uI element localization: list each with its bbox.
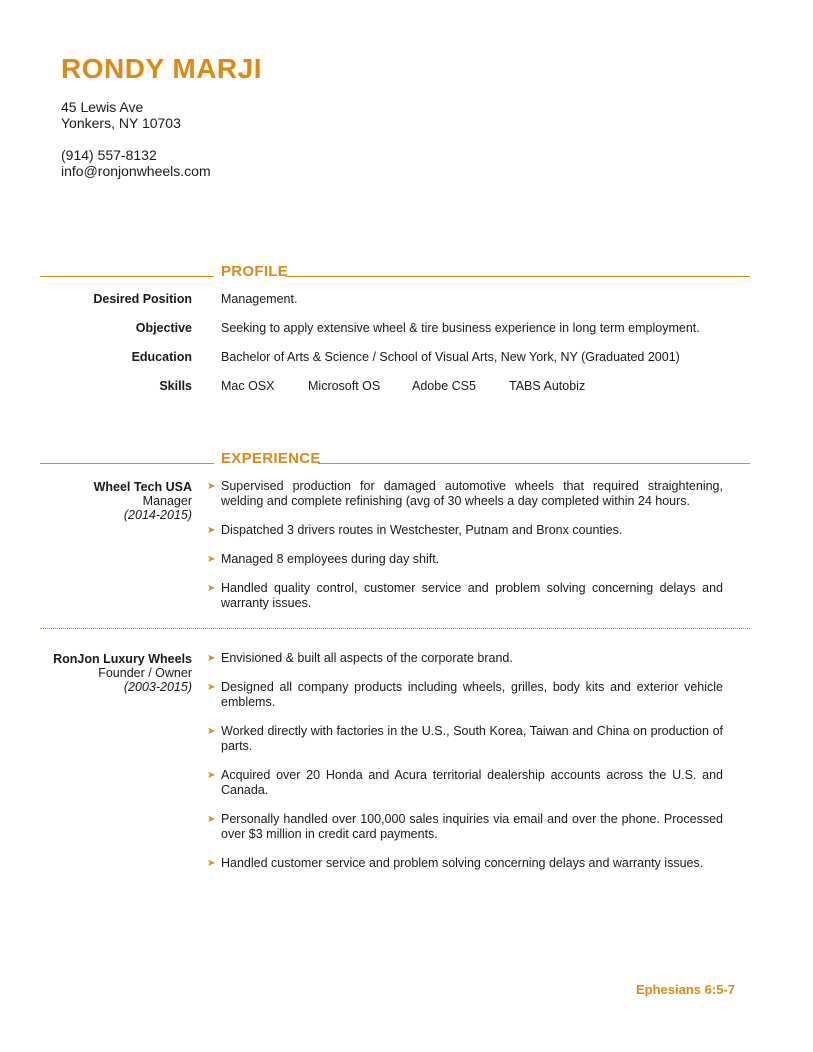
section-title-experience: EXPERIENCE bbox=[221, 450, 321, 467]
arrow-bullet-icon: ➤ bbox=[207, 726, 216, 737]
list-item: ➤ Dispatched 3 drivers routes in Westchester, Putnam and Bronx counties. bbox=[207, 523, 623, 537]
divider bbox=[318, 463, 750, 464]
profile-value-desired-position: Management. bbox=[221, 292, 298, 306]
arrow-bullet-icon: ➤ bbox=[207, 770, 216, 781]
divider bbox=[40, 463, 214, 464]
experience-section-header bbox=[40, 445, 750, 465]
list-item: ➤ Supervised production for damaged automotive wheels that required straightening, welding and complete refinishing (avg of 30 wheels a day completed within 24 hours. bbox=[207, 479, 723, 508]
job-bullets-wheel-tech bbox=[207, 479, 723, 625]
profile-section-header bbox=[40, 258, 750, 278]
profile-label-skills: Skills bbox=[159, 379, 192, 393]
list-item: ➤ Managed 8 employees during day shift. bbox=[207, 552, 440, 566]
contact-details bbox=[61, 147, 211, 179]
phone: (914) 557-8132 bbox=[61, 147, 157, 163]
section-title-profile: PROFILE bbox=[221, 263, 289, 280]
arrow-bullet-icon: ➤ bbox=[207, 653, 216, 664]
company-name: Wheel Tech USA bbox=[93, 480, 192, 494]
arrow-bullet-icon: ➤ bbox=[207, 814, 216, 825]
profile-value-objective: Seeking to apply extensive wheel & tire business experience in long term employment. bbox=[221, 321, 700, 335]
divider bbox=[286, 276, 750, 277]
list-item: ➤ Acquired over 20 Honda and Acura territorial dealership accounts across the U.S. and Canada. bbox=[207, 768, 723, 797]
skill-item: Mac OSX bbox=[221, 379, 275, 393]
divider bbox=[40, 276, 214, 277]
skill-item: Microsoft OS bbox=[308, 379, 381, 393]
resume-name: RONDY MARJI bbox=[61, 53, 263, 84]
email: info@ronjonwheels.com bbox=[61, 163, 211, 179]
list-item: ➤ Worked directly with factories in the U.S., South Korea, Taiwan and China on production of parts. bbox=[207, 724, 723, 753]
job-role: Manager bbox=[142, 494, 192, 508]
profile-label-education: Education bbox=[131, 350, 192, 364]
arrow-bullet-icon: ➤ bbox=[207, 682, 216, 693]
job-bullets-ronjon bbox=[207, 651, 723, 885]
job-meta-ronjon bbox=[53, 652, 192, 694]
list-item: ➤ Handled customer service and problem solving concerning delays and warranty issues. bbox=[207, 856, 704, 870]
arrow-bullet-icon: ➤ bbox=[207, 583, 216, 594]
arrow-bullet-icon: ➤ bbox=[207, 481, 216, 492]
footer-verse: Ephesians 6:5-7 bbox=[636, 982, 735, 997]
job-separator bbox=[40, 628, 750, 629]
job-years: (2014-2015) bbox=[123, 508, 192, 522]
address-line-1: 45 Lewis Ave bbox=[61, 99, 144, 115]
list-item: ➤ Envisioned & built all aspects of the corporate brand. bbox=[207, 651, 513, 665]
job-role: Founder / Owner bbox=[98, 666, 192, 680]
skill-item: TABS Autobiz bbox=[509, 379, 586, 393]
profile-value-education: Bachelor of Arts & Science / School of Visual Arts, New York, NY (Graduated 2001) bbox=[221, 350, 680, 364]
profile-label-objective: Objective bbox=[135, 321, 192, 335]
address-line-2: Yonkers, NY 10703 bbox=[61, 115, 181, 131]
contact-address bbox=[61, 99, 181, 131]
arrow-bullet-icon: ➤ bbox=[207, 554, 216, 565]
list-item: ➤ Designed all company products including wheels, grilles, body kits and exterior vehicle emblems. bbox=[207, 680, 723, 709]
company-name: RonJon Luxury Wheels bbox=[53, 652, 192, 666]
profile-label-desired-position: Desired Position bbox=[93, 292, 192, 306]
skill-item: Adobe CS5 bbox=[412, 379, 476, 393]
list-item: ➤ Personally handled over 100,000 sales inquiries via email and over the phone. Processed over $3 million in credit card payments. bbox=[207, 812, 723, 841]
arrow-bullet-icon: ➤ bbox=[207, 525, 216, 536]
job-meta-wheel-tech bbox=[94, 480, 192, 522]
job-years: (2003-2015) bbox=[123, 680, 192, 694]
list-item: ➤ Handled quality control, customer service and problem solving concerning delays and warranty issues. bbox=[207, 581, 723, 610]
arrow-bullet-icon: ➤ bbox=[207, 858, 216, 869]
